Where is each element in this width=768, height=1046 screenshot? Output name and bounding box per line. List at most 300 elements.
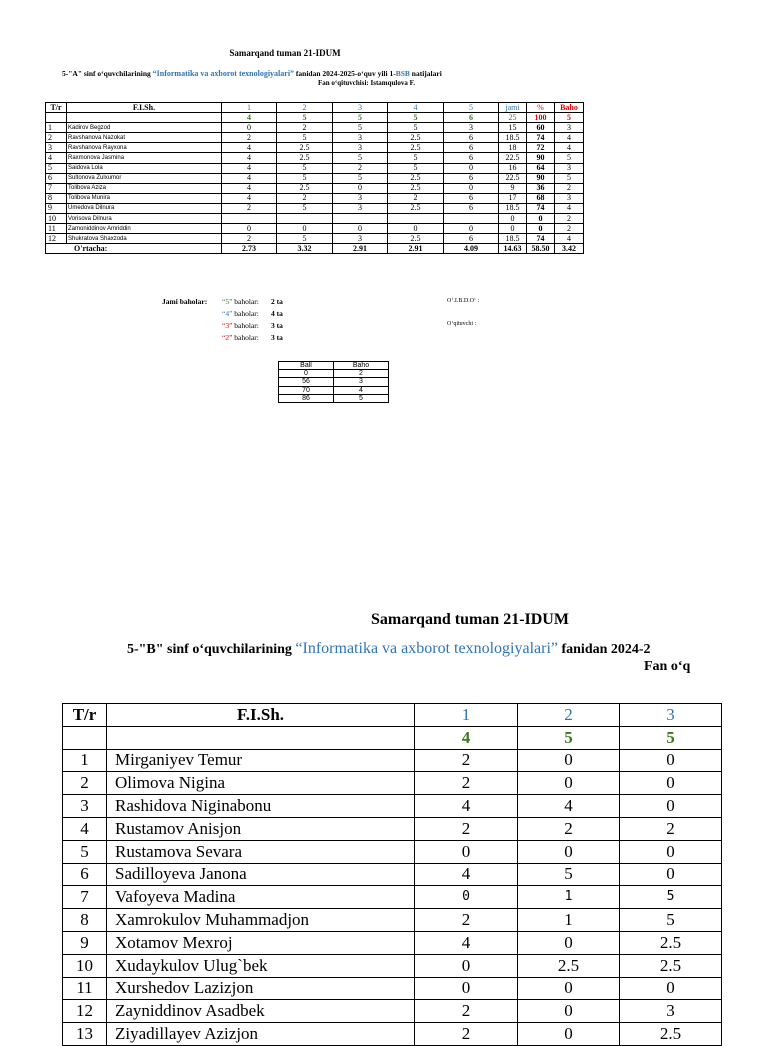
student-name: Rustamova Sevara [107,840,415,863]
row-number: 2 [46,133,67,143]
subject-name: “Informatika va axborot texnologiyalari” [295,640,558,657]
score-q2: 5 [277,163,333,173]
score-q1: 0 [415,840,518,863]
average-value: 2.91 [333,244,388,254]
score-q3: 3 [333,133,388,143]
header-q2: 2 [518,704,620,727]
section-b-teacher: Fan o‘q [644,659,691,674]
header-num: T/r [46,103,67,113]
score-q5: 6 [444,203,499,213]
score-percent: 74 [527,203,555,213]
student-name: Kadirov Begzod [67,123,222,133]
student-name: Ravshanova Nazokat [67,133,222,143]
score-q1: 2 [222,234,277,244]
score-grade: 3 [555,163,584,173]
score-q2: 0 [518,931,620,954]
grade-count: 2 ta [271,297,283,306]
max-points-row [63,726,722,749]
score-percent: 90 [527,173,555,183]
max-q1: 4 [415,726,518,749]
row-number: 10 [46,214,67,224]
student-name: Xamrokulov Muhammadjon [107,909,415,932]
score-q3: 0 [620,863,722,886]
score-q1 [222,214,277,224]
score-percent: 74 [527,133,555,143]
header-q4: 4 [388,103,444,113]
score-percent: 36 [527,183,555,193]
student-name: Tolibova Aziza [67,183,222,193]
scale-baho: 3 [334,378,389,386]
score-q1: 0 [415,977,518,1000]
scale-row [279,386,389,394]
grade-value: “4” [222,309,233,318]
row-number: 1 [63,749,107,772]
student-name: Saidova Lola [67,163,222,173]
row-number: 8 [63,909,107,932]
table-row [46,214,584,224]
row-number: 8 [46,193,67,203]
score-q4: 2.5 [388,203,444,213]
empty-cell [46,113,67,123]
header-grade: Baho [555,103,584,113]
average-value: 2.73 [222,244,277,254]
score-grade: 2 [555,183,584,193]
score-q5: 6 [444,234,499,244]
student-name: Zamoniddinov Amriddin [67,224,222,234]
scale-baho: 5 [334,394,389,402]
empty-cell [67,113,222,123]
grade-count-row [222,333,283,342]
grade-label [222,321,271,330]
subtitle-year: fanidan 2024-2025-o‘quv yili 1- [294,69,396,78]
table-header-row [63,704,722,727]
header-name: F.I.Sh. [107,704,415,727]
section-a-subtitle [62,69,442,78]
score-q1: 2 [415,817,518,840]
score-q3: 0 [620,840,722,863]
signature-teacher: O‘qituvchi : [447,321,477,327]
score-grade: 5 [555,153,584,163]
score-q2: 2.5 [277,153,333,163]
max-points-row [46,113,584,123]
score-q2: 2 [518,817,620,840]
score-total: 18.5 [499,234,527,244]
score-q1: 2 [415,772,518,795]
table-row [46,183,584,193]
score-grade: 5 [555,173,584,183]
table-row [46,234,584,244]
score-percent: 68 [527,193,555,203]
score-total: 0 [499,214,527,224]
score-q2: 2 [277,123,333,133]
score-q5: 0 [444,183,499,193]
scale-ball: 0 [279,370,334,378]
empty-cell [63,726,107,749]
score-total: 22.5 [499,173,527,183]
score-grade: 2 [555,214,584,224]
max-q3: 5 [620,726,722,749]
score-q5: 6 [444,133,499,143]
row-number: 13 [63,1023,107,1046]
average-value: 58.50 [527,244,555,254]
table-row [46,203,584,213]
student-name: Vorisova Dilnura [67,214,222,224]
table-row [63,931,722,954]
score-q1: 4 [415,795,518,818]
score-q5: 6 [444,153,499,163]
max-q2: 5 [277,113,333,123]
score-q3: 0 [620,749,722,772]
table-row [46,123,584,133]
grade-label [222,297,271,306]
section-a-results-table [45,102,584,254]
section-b-results-table [62,703,722,1046]
header-q1: 1 [222,103,277,113]
score-q1: 4 [415,863,518,886]
score-q4: 2.5 [388,173,444,183]
score-q1: 2 [415,1000,518,1023]
score-q2: 0 [518,977,620,1000]
score-grade: 4 [555,143,584,153]
score-q4: 2.5 [388,183,444,193]
score-grade: 3 [555,193,584,203]
average-label: O'rtacha: [46,244,222,254]
empty-cell [107,726,415,749]
grade-value: “3” [222,321,233,330]
grade-count: 4 ta [271,309,283,318]
score-q2: 2.5 [277,183,333,193]
score-q3: 2.5 [620,931,722,954]
grade-count-row [222,297,283,306]
scale-header-row [279,362,389,370]
score-q4: 0 [388,224,444,234]
score-percent: 0 [527,224,555,234]
score-q3: 5 [333,153,388,163]
score-q5: 6 [444,173,499,183]
header-name: F.I.Sh. [67,103,222,113]
row-number: 7 [63,886,107,909]
section-a-title: Samarqand tuman 21-IDUM [229,48,341,58]
student-name: Tolibova Munira [67,193,222,203]
score-grade: 2 [555,224,584,234]
score-percent: 72 [527,143,555,153]
score-q1: 2 [415,1023,518,1046]
max-total: 25 [499,113,527,123]
scale-ball: 86 [279,394,334,402]
row-number: 1 [46,123,67,133]
score-q4: 2.5 [388,143,444,153]
scale-baho: 4 [334,386,389,394]
score-q2: 0 [518,840,620,863]
grade-word: baholar: [232,321,259,330]
row-number: 3 [63,795,107,818]
table-row [63,772,722,795]
row-number: 10 [63,954,107,977]
section-b-title: Samarqand tuman 21-IDUM [371,611,569,628]
section-b-subtitle [127,640,651,658]
grade-count-row [222,321,283,330]
score-q3: 2 [333,163,388,173]
header-q1: 1 [415,704,518,727]
row-number: 4 [46,153,67,163]
max-q1: 4 [222,113,277,123]
row-number: 5 [46,163,67,173]
score-q1: 4 [222,153,277,163]
score-q1: 0 [222,224,277,234]
grade-label [222,309,271,318]
student-name: Ziyadillayev Azizjon [107,1023,415,1046]
header-q3: 3 [333,103,388,113]
table-row [46,153,584,163]
scale-row [279,378,389,386]
grade-value: “5” [222,297,233,306]
student-name: Shukratova Shaxzoda [67,234,222,244]
row-number: 9 [46,203,67,213]
scale-baho: 2 [334,370,389,378]
score-q3: 5 [620,886,722,909]
score-total: 18 [499,143,527,153]
header-q5: 5 [444,103,499,113]
score-q3: 5 [333,173,388,183]
student-name: Xotamov Mexroj [107,931,415,954]
grade-word: baholar: [232,297,259,306]
subtitle-class: 5-"A" sinf o‘quvchilarining [62,69,153,78]
table-row [63,795,722,818]
score-q4: 5 [388,163,444,173]
score-q2: 0 [277,224,333,234]
average-value: 2.91 [388,244,444,254]
score-q3: 3 [333,203,388,213]
student-name: Vafoyeva Madina [107,886,415,909]
average-value: 4.09 [444,244,499,254]
max-q3: 5 [333,113,388,123]
max-grade: 5 [555,113,584,123]
score-q3: 0 [620,977,722,1000]
score-total: 9 [499,183,527,193]
score-q1: 0 [415,954,518,977]
score-q1: 2 [415,909,518,932]
score-q1: 4 [222,143,277,153]
student-name: Sadilloyeva Janona [107,863,415,886]
score-q1: 2 [415,749,518,772]
score-q3: 2.5 [620,1023,722,1046]
subtitle-class: 5-"B" sinf o‘quvchilarining [127,642,296,657]
score-q1: 2 [222,133,277,143]
subtitle-year: fanidan 2024-2 [557,642,651,657]
average-row [46,244,584,254]
score-q3: 2 [620,817,722,840]
score-q2: 5 [277,203,333,213]
score-q2: 4 [518,795,620,818]
row-number: 9 [63,931,107,954]
header-num: T/r [63,704,107,727]
table-row [63,817,722,840]
grade-count-row [222,309,283,318]
score-percent: 74 [527,234,555,244]
score-q2: 1 [518,886,620,909]
grade-word: baholar: [232,333,259,342]
max-percent: 100 [527,113,555,123]
table-row [46,143,584,153]
table-row [63,1023,722,1046]
average-value: 3.32 [277,244,333,254]
score-q3 [333,214,388,224]
score-q3: 5 [620,909,722,932]
score-q3: 0 [333,224,388,234]
grade-count: 3 ta [271,321,283,330]
score-q4: 2.5 [388,234,444,244]
student-name: Umedova Dilnura [67,203,222,213]
row-number: 2 [63,772,107,795]
scale-ball: 70 [279,386,334,394]
max-q2: 5 [518,726,620,749]
score-total: 22.5 [499,153,527,163]
score-q2: 0 [518,749,620,772]
table-row [63,954,722,977]
grade-word: baholar: [232,309,259,318]
score-q2: 1 [518,909,620,932]
score-total: 16 [499,163,527,173]
table-row [63,977,722,1000]
student-name: Rustamov Anisjon [107,817,415,840]
header-q3: 3 [620,704,722,727]
score-q1: 0 [415,886,518,909]
student-name: Rashidova Niginabonu [107,795,415,818]
scale-row [279,370,389,378]
student-name: Mirganiyev Temur [107,749,415,772]
subject-name: “Informatika va axborot texnologiyalari” [152,69,295,78]
score-q1: 0 [222,123,277,133]
student-name: Olimova Nigina [107,772,415,795]
score-grade: 4 [555,234,584,244]
section-a-teacher: Fan o‘qituvchisi: Istamqulova F. [318,79,415,87]
row-number: 12 [46,234,67,244]
grade-value: “2” [222,333,233,342]
student-name: Xurshedov Lazizjon [107,977,415,1000]
table-row [63,840,722,863]
table-row [63,909,722,932]
student-name: Xudaykulov Ulug`bek [107,954,415,977]
score-q2: 5 [518,863,620,886]
row-number: 6 [46,173,67,183]
max-q5: 6 [444,113,499,123]
score-percent: 90 [527,153,555,163]
score-q4: 5 [388,123,444,133]
table-row [46,224,584,234]
score-grade: 4 [555,133,584,143]
score-q2: 2 [277,193,333,203]
row-number: 3 [46,143,67,153]
table-row [63,749,722,772]
score-q2: 2.5 [518,954,620,977]
score-q1: 4 [415,931,518,954]
score-q3: 3 [333,193,388,203]
score-q1: 4 [222,193,277,203]
score-q5: 6 [444,193,499,203]
row-number: 6 [63,863,107,886]
scale-ball: 56 [279,378,334,386]
score-q3: 5 [333,123,388,133]
row-number: 5 [63,840,107,863]
score-q2: 0 [518,1023,620,1046]
score-grade: 4 [555,203,584,213]
score-q5: 6 [444,143,499,153]
bsb-label: BSB [395,69,410,78]
student-name: Zayniddinov Asadbek [107,1000,415,1023]
scale-header-ball: Ball [279,362,334,370]
score-q1: 4 [222,163,277,173]
header-total: jami [499,103,527,113]
header-percent: % [527,103,555,113]
score-q1: 2 [222,203,277,213]
score-q2: 2.5 [277,143,333,153]
score-q1: 4 [222,183,277,193]
summary-label: Jami baholar: [162,297,208,306]
score-q4: 2 [388,193,444,203]
score-q3: 3 [333,143,388,153]
header-q2: 2 [277,103,333,113]
scale-header-baho: Baho [334,362,389,370]
table-row [46,133,584,143]
score-q4: 5 [388,153,444,163]
row-number: 7 [46,183,67,193]
score-q2: 5 [277,133,333,143]
score-q3: 0 [333,183,388,193]
grade-label [222,333,271,342]
signature-deputy: O‘.I.B.D.O‘ : [447,298,480,304]
score-q3: 3 [620,1000,722,1023]
score-percent: 60 [527,123,555,133]
score-q3: 0 [620,795,722,818]
table-row [46,163,584,173]
score-percent: 64 [527,163,555,173]
grading-scale-table [278,361,389,403]
score-q2: 5 [277,173,333,183]
row-number: 11 [46,224,67,234]
score-total: 18.5 [499,203,527,213]
student-name: Ravshanova Rayxona [67,143,222,153]
score-grade: 3 [555,123,584,133]
score-q2: 0 [518,1000,620,1023]
scale-row [279,394,389,402]
average-value: 14.63 [499,244,527,254]
score-total: 18.5 [499,133,527,143]
student-name: Raxmonova Jasmina [67,153,222,163]
score-q3: 3 [333,234,388,244]
score-q5: 0 [444,224,499,234]
score-q5: 0 [444,163,499,173]
score-q5 [444,214,499,224]
table-row [63,1000,722,1023]
row-number: 4 [63,817,107,840]
table-row [46,193,584,203]
score-total: 0 [499,224,527,234]
score-q2: 0 [518,772,620,795]
score-q2: 5 [277,234,333,244]
table-header-row [46,103,584,113]
score-q3: 2.5 [620,954,722,977]
average-value: 3.42 [555,244,584,254]
score-q4: 2.5 [388,133,444,143]
grade-count: 3 ta [271,333,283,342]
score-q3: 0 [620,772,722,795]
score-total: 17 [499,193,527,203]
score-percent: 0 [527,214,555,224]
row-number: 11 [63,977,107,1000]
table-row [63,863,722,886]
student-name: Sultonova Zulxumor [67,173,222,183]
row-number: 12 [63,1000,107,1023]
